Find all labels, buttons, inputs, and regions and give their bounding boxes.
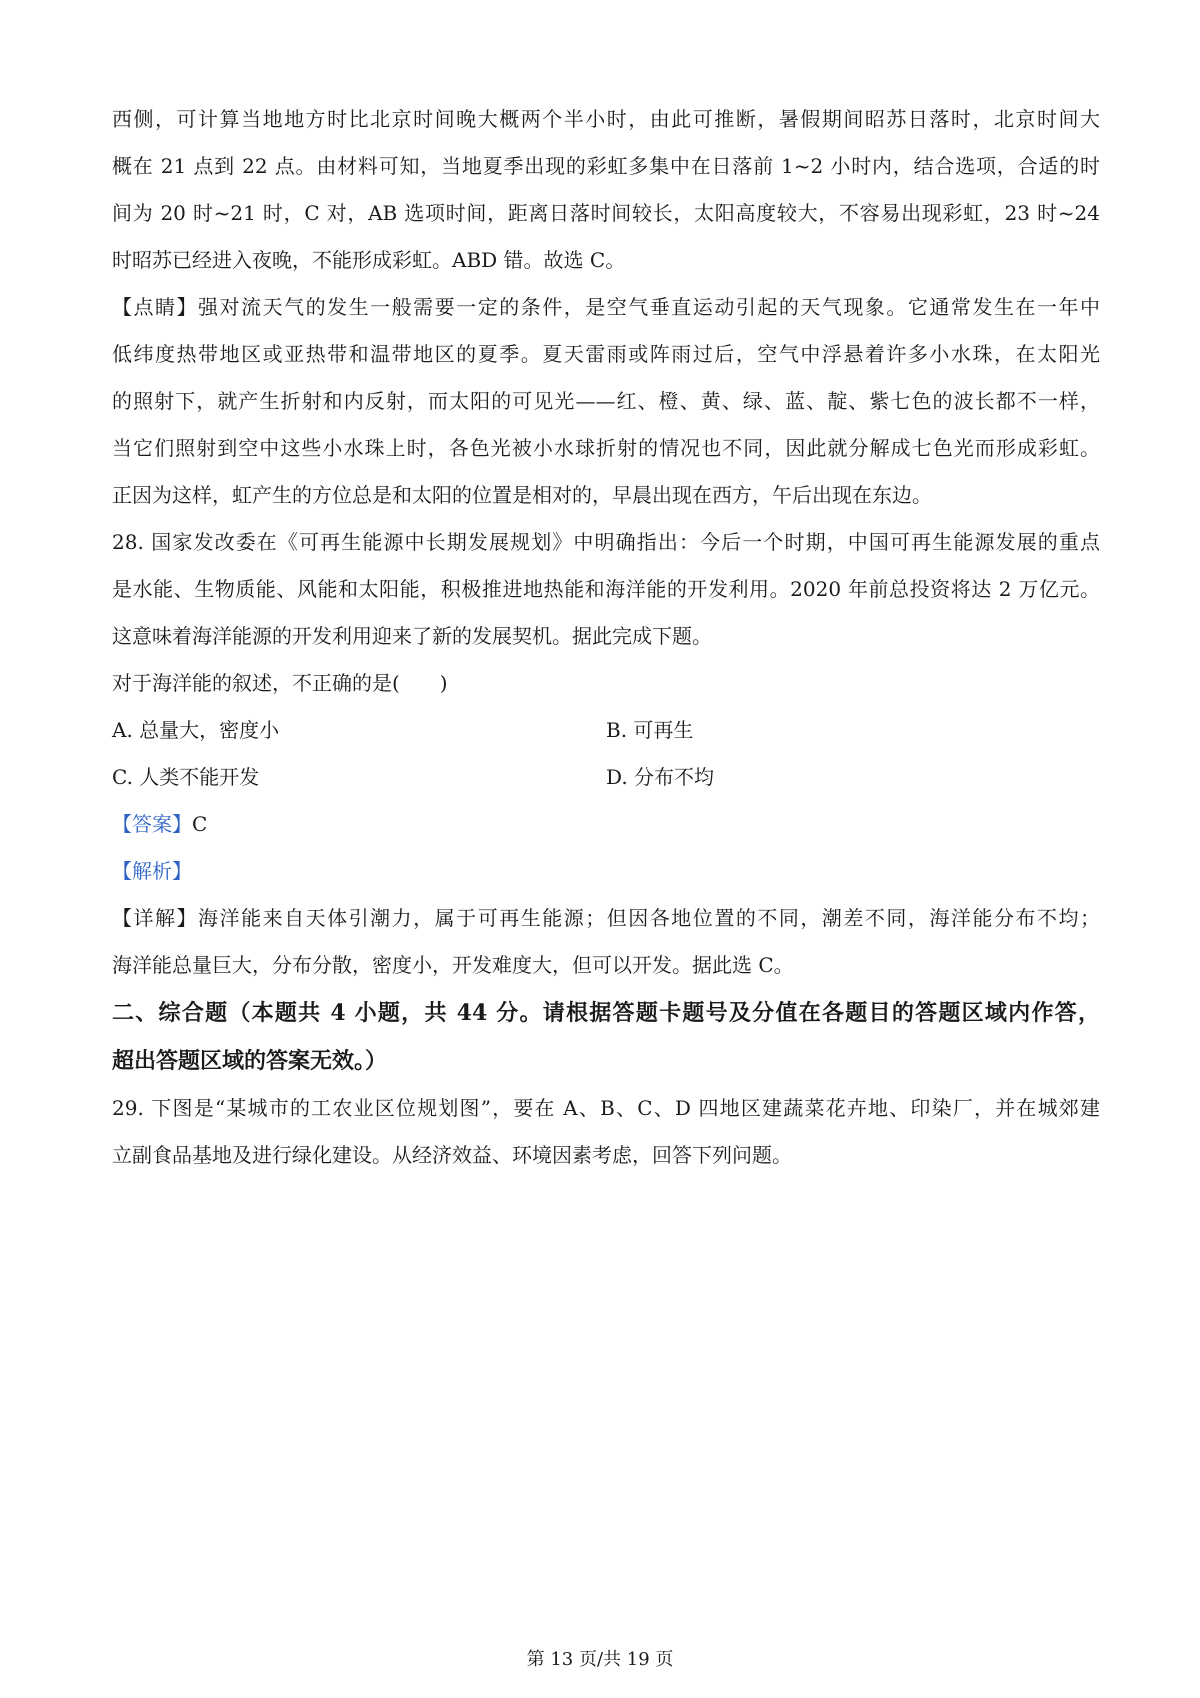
option-d: D. 分布不均 bbox=[606, 765, 715, 789]
question-intro-line: 立副食品基地及进行绿化建设。从经济效益、环境因素考虑，回答下列问题。 bbox=[112, 1143, 792, 1167]
option-c: C. 人类不能开发 bbox=[112, 765, 260, 789]
detail-first-line bbox=[112, 895, 1100, 942]
option-b: B. 可再生 bbox=[606, 718, 694, 742]
option-a: A. 总量大，密度小 bbox=[112, 718, 280, 742]
question-intro-line: 是水能、生物质能、风能和太阳能，积极推进地热能和海洋能的开发利用。2020 年前总投资将达 2 万亿元。 bbox=[112, 577, 1100, 601]
text-line: 时昭苏已经进入夜晚，不能形成彩虹。ABD 错。故选 C。 bbox=[112, 248, 626, 272]
note-tag: 【点睛】 bbox=[112, 295, 199, 319]
answer-value: C bbox=[192, 812, 208, 836]
question-intro-line: 这意味着海洋能源的开发利用迎来了新的发展契机。据此完成下题。 bbox=[112, 624, 712, 648]
question-28 bbox=[112, 519, 1100, 989]
options-row bbox=[112, 707, 1100, 754]
text-line: 西侧，可计算当地地方时比北京时间晚大概两个半小时，由此可推断，暑假期间昭苏日落时，北京时间大 bbox=[112, 107, 1100, 131]
text-line: 低纬度热带地区或亚热带和温带地区的夏季。夏天雷雨或阵雨过后，空气中浮悬着许多小水珠，在太阳光 bbox=[112, 342, 1100, 366]
analysis-tag: 【解析】 bbox=[112, 859, 192, 883]
section-heading bbox=[112, 989, 1100, 1085]
detail-tag: 【详解】 bbox=[112, 906, 199, 930]
text-line: 的照射下，就产生折射和内反射，而太阳的可见光——红、橙、黄、绿、蓝、靛、紫七色的波长都不一样， bbox=[112, 389, 1100, 413]
text-line: 海洋能总量巨大，分布分散，密度小，开发难度大，但可以开发。据此选 C。 bbox=[112, 953, 794, 977]
text-line: 概在 21 点到 22 点。由材料可知，当地夏季出现的彩虹多集中在日落前 1~2 小时内，结合选项，合适的时 bbox=[112, 154, 1100, 178]
note-text: 强对流天气的发生一般需要一定的条件，是空气垂直运动引起的天气现象。它通常发生在一年中 bbox=[198, 295, 1101, 319]
answer-line bbox=[112, 801, 1100, 848]
note-block bbox=[112, 284, 1100, 519]
text-line: 当它们照射到空中这些小水珠上时，各色光被小水球折射的情况也不同，因此就分解成七色光而形成彩虹。 bbox=[112, 436, 1100, 460]
text-line: 间为 20 时~21 时，C 对，AB 选项时间，距离日落时间较长，太阳高度较大，不容易出现彩虹，23 时~24 bbox=[112, 201, 1100, 225]
section-title-line: 超出答题区域的答案无效。） bbox=[112, 1048, 388, 1074]
options-row bbox=[112, 754, 1100, 801]
answer-tag: 【答案】 bbox=[112, 812, 192, 836]
section-title-line: 二、综合题（本题共 4 小题，共 44 分。请根据答题卡题号及分值在各题目的答题区域内作答， bbox=[112, 1000, 1101, 1026]
analysis-line bbox=[112, 848, 1100, 895]
question-intro-line: 29. 下图是“某城市的工农业区位规划图”，要在 A、B、C、D 四地区建蔬菜花卉地、印染厂，并在城郊建 bbox=[112, 1096, 1100, 1120]
page-number: 第 13 页/共 19 页 bbox=[526, 1649, 674, 1670]
question-stem: 对于海洋能的叙述，不正确的是( ) bbox=[112, 671, 448, 695]
question-29 bbox=[112, 1085, 1100, 1179]
previous-explanation bbox=[112, 96, 1100, 284]
page-content bbox=[112, 96, 1100, 1179]
note-first-line bbox=[112, 284, 1100, 331]
question-intro-line: 28. 国家发改委在《可再生能源中长期发展规划》中明确指出：今后一个时期，中国可再生能源发展的重点 bbox=[112, 530, 1100, 554]
text-line: 正因为这样，虹产生的方位总是和太阳的位置是相对的，早晨出现在西方，午后出现在东边。 bbox=[112, 483, 932, 507]
detail-text: 海洋能来自天体引潮力，属于可再生能源；但因各地位置的不同，潮差不同，海洋能分布不均； bbox=[198, 906, 1101, 930]
